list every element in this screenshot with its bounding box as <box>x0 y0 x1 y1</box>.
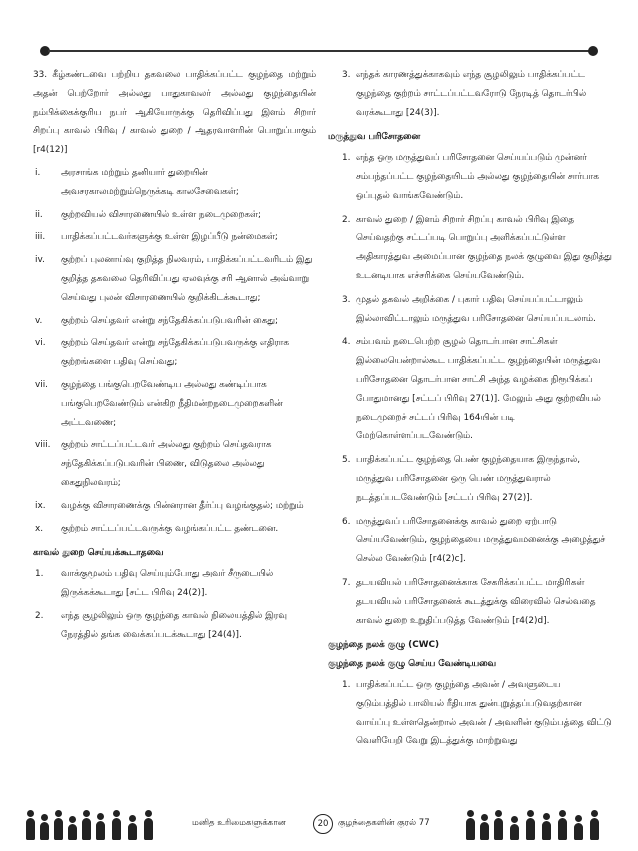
item-number: 4. <box>342 337 351 348</box>
list-item <box>328 574 612 630</box>
item-text: சம்பவம் நடைபெற்ற சூழல் தொடர்பான சாட்சிகள் இல்லையென்றால்கூட பாதிக்கப்பட்ட குழந்தையின் மருத்துவ பரிசோதனை தொடர்பான சாட்சி அந்த வழக்கை நிரூபிக்கப் போதுமானது [சட்டப் பிரிவு 27(1)]. மேலும் அது குற்றவியல் நடைமுறைச் சட்டப் பிரிவு 164யின் படி மேற்கொள்ளப்படவேண்டும். <box>356 337 601 442</box>
section-heading-cwc: குழந்தை நலக் குழு (CWC) <box>328 640 440 651</box>
left-column <box>33 66 316 648</box>
children-silhouettes-right-icon <box>460 810 610 840</box>
item-text: எந்தக் காரணத்துக்காகவும் எந்த சூழலிலும் பாதிக்கப்பட்ட குழந்தை குற்றம் சாட்டப்பட்டவரோடு நேரடித் தொடர்பில் வரக்கூடாது [24(3)]. <box>356 70 587 118</box>
item-text: குற்றப் புலனாய்வு குறித்த நிலவரம், பாதிக்கப்பட்டவரிடம் இது குறித்த தகவலை தெரிவிப்பது ஏலவுக்கு சரி ஆனால் அவ்வாறு செய்வது புலன் விசாரணையில் குறிக்கிடக்கூடாது; <box>61 255 313 303</box>
item-number: 6. <box>342 516 351 527</box>
item-text: பாதிக்கப்பட்ட ஒரு குழந்தை அவன் / அவளுடைய குடும்பத்தில் பாலியல் ரீதியாக துன்புறுத்தப்படுவதற்கான வாய்ப்பு உள்ளதென்றால் அவன் / அவளின் குடும்பத்தை விட்டு வெளியேறி வேறு இடத்துக்கு மாற்றுவது <box>356 679 612 747</box>
item-text: வழக்கு விசாரணைக்கு பின்னரான தீர்ப்பு வழங்குதல்; மற்றும் <box>61 500 304 511</box>
list-item <box>328 211 612 286</box>
footer-right-text: குழந்தைகளின் குரல் 77 <box>338 818 430 828</box>
rule-dot-right <box>588 46 598 56</box>
item-number: vi. <box>35 338 46 349</box>
item-text: தடயவியல் பரிசோதனைக்காக சேகரிக்கப்பட்ட மாதிரிகள் தடயவியல் பரிசோதனைக் கூடத்துக்கு விரைவில் செல்வதை காவல் துறை உறுதிப்படுத்த வேண்டும் [r4(2)d]. <box>356 577 596 626</box>
item-text: எந்த சூழலிலும் ஒரு குழந்தை காவல் நிலையத்தில் இரவு நேரத்தில் தங்க வைக்கப்படக்கூடாது [24(4)]. <box>61 610 287 640</box>
section-heading-police-donts: காவல் துறை செய்யக்கூடாதவை <box>33 548 164 559</box>
list-item <box>33 376 316 432</box>
item-number: v. <box>35 315 43 326</box>
item-number: 5. <box>342 455 351 466</box>
list-item <box>328 513 612 569</box>
item-number: i. <box>35 167 41 178</box>
item-number: iii. <box>35 232 46 243</box>
item-number: 1. <box>35 569 44 580</box>
police-donts-list <box>33 565 316 644</box>
list-item <box>33 206 316 225</box>
item-text: பாதிக்கப்பட்டவர்களுக்கு உள்ள இழப்பீடு நன்மைகள்; <box>61 232 278 243</box>
item-number: 3. <box>342 70 351 80</box>
list-item <box>328 676 612 751</box>
list-item <box>33 497 316 516</box>
list-item <box>33 251 316 307</box>
list-item <box>328 333 612 446</box>
item-number: ii. <box>35 209 43 220</box>
list-item <box>33 228 316 247</box>
list-item <box>328 451 612 507</box>
item-text: வாக்குமூலம் பதிவு செய்யும்போது அவர் சீருடையில் இருக்கக்கூடாது [சட்ட பிரிவு 24(2)]. <box>61 569 274 598</box>
item-number: x. <box>35 523 44 534</box>
item-number: 7. <box>342 577 351 588</box>
item-number: 2. <box>35 610 44 621</box>
item-number: 2. <box>342 214 351 225</box>
section-heading-medical: மருத்துவ பரிசோதனை <box>328 132 421 143</box>
section-subheading-cwc: குழந்தை நலக் குழு செய்ய வேண்டியவை <box>328 659 496 670</box>
item-text: அரசாங்க மற்றும் தனியார் துறையின் அவசரகாலமற்றும்நெருக்கடி காலசேவைகள்; <box>61 167 239 197</box>
list-item <box>33 565 316 603</box>
item-number: 3. <box>342 294 351 305</box>
page-footer <box>20 808 618 842</box>
list-item <box>33 312 316 331</box>
item-text: குற்றவியல் விசாரணையில் உள்ள நடைமுறைகள்; <box>61 209 262 220</box>
item-text: காவல் துறை / இளம் சிறார் சிறப்பு காவல் பிரிவு இதை செய்வதற்கு சட்டப்படி பொறுப்பு அளிக்கப்பட்டுள்ள அதிகாரத்துவ அமைப்பான குழந்தை நலக் குழுவை இது குறித்து உடனடியாக எச்சரிக்கை செய்யவேண்டும். <box>356 214 612 281</box>
intro-paragraph: 33. கீழ்கண்டவை பற்றிய தகவலை பாதிக்கப்பட்ட குழந்தை மற்றும் அதன் பெற்றோர் அல்லது பாதுகாவலர் அல்லது குழந்தையின் நம்பிக்கைக்குரிய நபர் ஆகியோருக்கு தெரிவிப்பது இளம் சிறார் சிறப்பு காவல் பிரிவு / காவல் துறை / ஆதரவாளரின் பொறுப்பாகும் [r4(12)] <box>33 70 316 156</box>
list-item <box>328 291 612 329</box>
item-number: viii. <box>35 440 51 451</box>
item-number: 1. <box>342 679 351 690</box>
rule-line <box>48 50 590 52</box>
police-donts-continued <box>328 66 612 122</box>
list-item <box>328 149 612 205</box>
item-text: குற்றம் சாட்டப்பட்டவருக்கு வழங்கப்பட்ட தண்டனை. <box>61 523 279 534</box>
item-number: iv. <box>35 255 45 266</box>
list-item <box>33 164 316 202</box>
right-column <box>328 66 612 756</box>
item-text: மருத்துவப் பரிசோதனைக்கு காவல் துறை ஏற்பாடு செய்யவேண்டும், குழந்தையை மருத்துவமனைக்கு அழைத்துச் செல்ல வேண்டும் [r4(2)c]. <box>356 516 606 565</box>
list-item <box>33 334 316 372</box>
list-item <box>33 520 316 539</box>
children-silhouettes-left-icon <box>20 810 170 840</box>
item-number: ix. <box>35 500 46 511</box>
item-number: vii. <box>35 379 49 390</box>
list-item <box>33 436 316 492</box>
medical-list <box>328 149 612 630</box>
list-item <box>33 607 316 645</box>
list-item <box>328 66 612 122</box>
item-number: 1. <box>342 153 351 164</box>
footer-left-text: மனித உரிமைகளுக்கான <box>192 818 286 828</box>
item-text: எந்த ஒரு மருத்துவப் பரிசோதனை செய்யப்படும் முன்னர் சம்பந்தப்பட்ட குழந்தையிடம் அல்லது குழந்தையின் சார்பாக ஒப்புதல் வாங்கவேண்டும். <box>356 153 599 201</box>
item-text: குழந்தை பங்குபெறவேண்டிய அல்லது கண்டிப்பாக பங்குபெறவேண்டும் என்கிற நீதிமன்றநடைமுறைகளின் அட்டவணை; <box>61 379 283 428</box>
item-text: குற்றம் சாட்டப்பட்டவர் அல்லது குற்றம் செய்தவராக சந்தேகிக்கப்படுபவரின் பிணை, விடுதலை அல்லது கைதுநிலவரம்; <box>61 440 272 488</box>
item-text: பாதிக்கப்பட்ட குழந்தை பெண் குழந்தையாக இருந்தால், மருத்துவ பரிசோதனை ஒரு பெண் மருத்துவரால் நடத்தப்படவேண்டும் [சட்டப் பிரிவு 27(2)]. <box>356 455 581 503</box>
item-text: முதல் தகவல் அறிக்கை / புகார் பதிவு செய்யப்பட்டாலும் இல்லாவிட்டாலும் மருத்துவ பரிசோதனை செய்யப்படலாம். <box>356 294 596 324</box>
item-text: குற்றம் செய்தவர் என்று சந்தேகிக்கப்படுபவருக்கு எதிராக குற்றங்களை பதிவு செய்வது; <box>61 338 290 368</box>
item-text: குற்றம் செய்தவர் என்று சந்தேகிக்கப்படுபவரின் கைது; <box>61 315 278 326</box>
page-number: 20 <box>313 814 333 834</box>
cwc-list <box>328 676 612 751</box>
info-list <box>33 164 316 538</box>
top-rule <box>40 44 598 58</box>
